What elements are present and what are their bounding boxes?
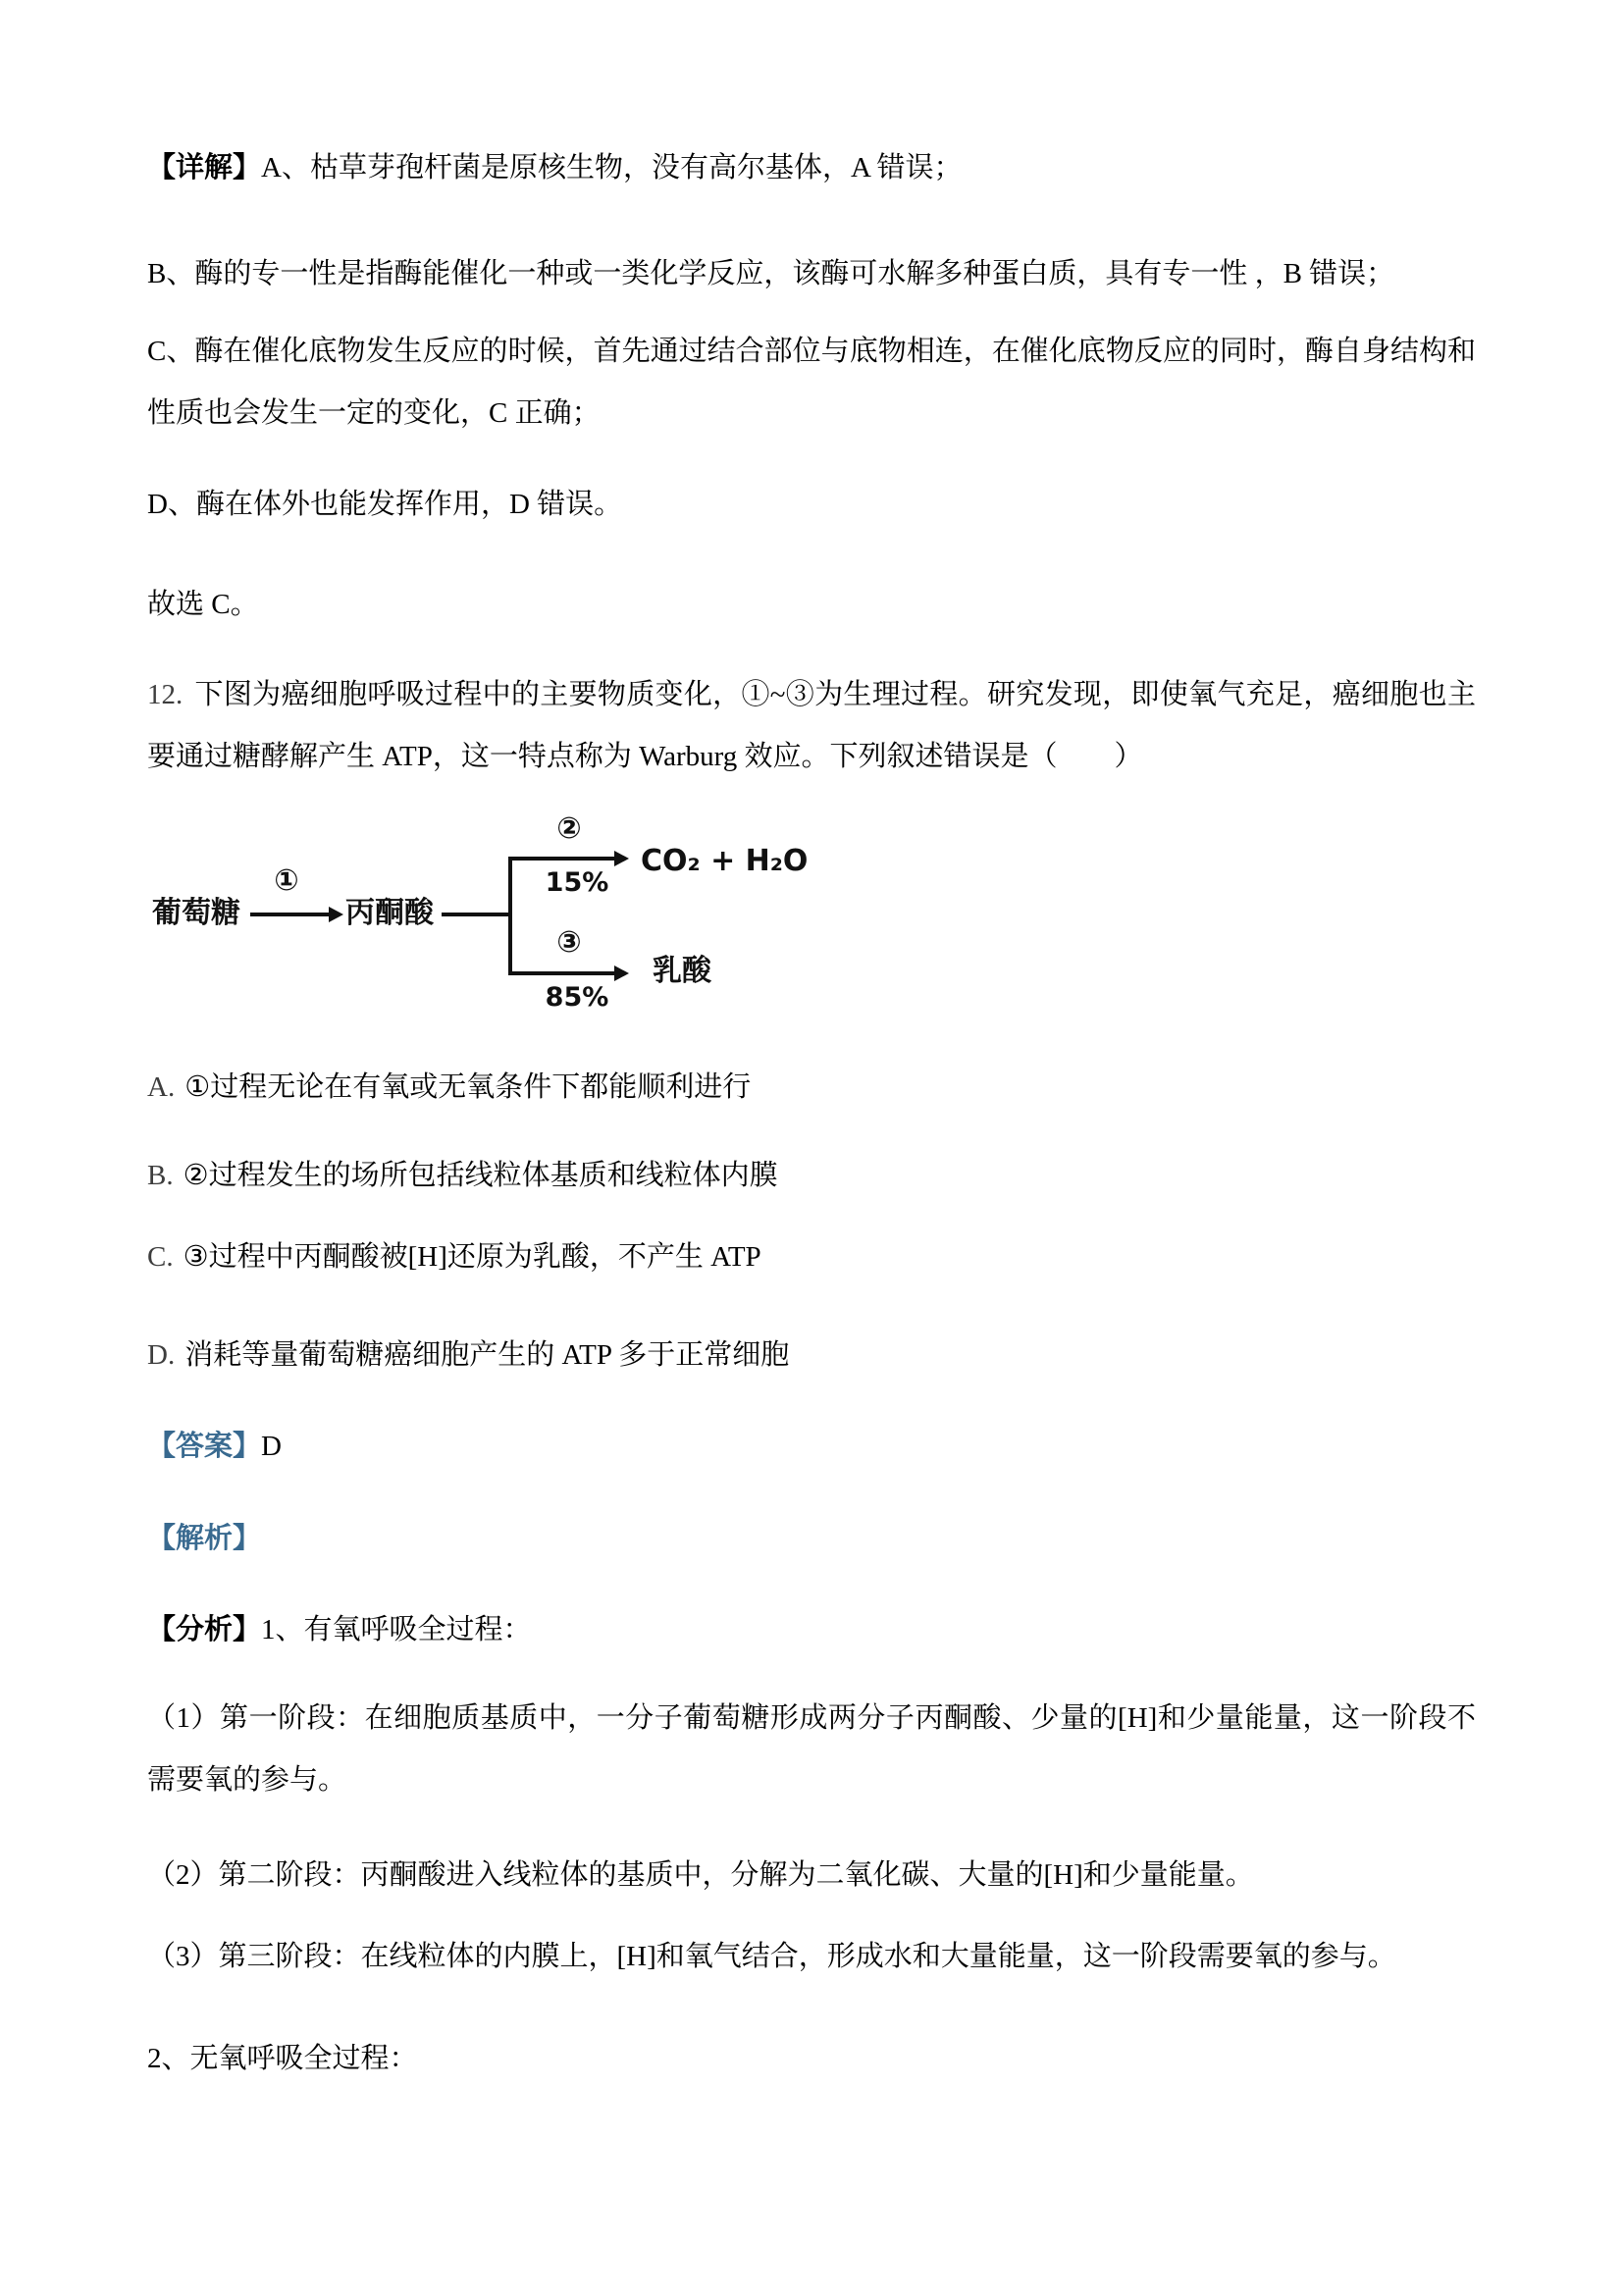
diagram-glucose-label: 葡萄糖 — [152, 896, 240, 930]
answer-value: D — [261, 1431, 282, 1462]
explanation-point-c-text: C、酶在催化底物发生反应的时候，首先通过结合部位与底物相连，在催化底物反应的同时，酶自身结构和性质也会发生一定的变化，C 正确； — [147, 336, 1476, 429]
detail-label: 【详解】 — [147, 152, 262, 183]
diagram-step3-percentage: 85% — [545, 982, 609, 1013]
explanation-point-b-text: B、酶的专一性是指酶能催化一种或一类化学反应，该酶可水解多种蛋白质，具有专一性 ，B 错误； — [147, 258, 1395, 289]
option-c-text: ③过程中丙酮酸被[H]还原为乳酸，不产生 ATP — [183, 1241, 761, 1273]
question-stem — [147, 664, 1476, 788]
explanation-point-b — [147, 243, 1476, 305]
analysis-stage-2 — [147, 1845, 1476, 1906]
respiration-diagram — [147, 809, 1476, 1020]
option-d-text: 消耗等量葡萄糖癌细胞产生的 ATP 多于正常细胞 — [184, 1339, 790, 1371]
explanation-point-d — [147, 474, 1476, 536]
analysis-intro-text: 1、有氧呼吸全过程： — [261, 1614, 532, 1645]
option-b-text: ②过程发生的场所包括线粒体基质和线粒体内膜 — [183, 1160, 778, 1191]
diagram-arrow2-head-icon — [614, 851, 629, 866]
option-b — [147, 1145, 1476, 1207]
diagram-aerobic-products-label: CO₂ + H₂O — [641, 844, 809, 878]
diagram-arrow1-head-icon — [329, 907, 343, 922]
option-d-label: D. — [147, 1339, 176, 1371]
analysis-stage-2-text: （2）第二阶段：丙酮酸进入线粒体的基质中，分解为二氧化碳、大量的[H]和少量能量。 — [147, 1859, 1254, 1891]
diagram-step2-circled-number: ② — [556, 811, 582, 846]
analysis-label: 【分析】 — [147, 1614, 262, 1645]
diagram-arrow1-line — [250, 913, 331, 916]
diagram-arrow2-line — [508, 857, 616, 861]
analysis-anaerobic-intro-text: 2、无氧呼吸全过程： — [147, 2043, 418, 2074]
analysis-stage-3-text: （3）第三阶段：在线粒体的内膜上，[H]和氧气结合，形成水和大量能量，这一阶段需要氧的参与。 — [147, 1941, 1396, 1972]
explanation-conclusion — [147, 574, 1476, 636]
explanation-point-a-text: A、枯草芽孢杆菌是原核生物，没有高尔基体，A 错误； — [261, 152, 963, 183]
option-c-label: C. — [147, 1241, 174, 1273]
diagram-arrow3-head-icon — [614, 965, 629, 981]
analysis-section-label: 【解析】 — [147, 1523, 262, 1554]
diagram-step3-circled-number: ③ — [556, 925, 582, 960]
diagram-pyruvate-label: 丙酮酸 — [345, 896, 434, 930]
diagram-connector-line — [442, 913, 510, 916]
option-a-label: A. — [147, 1071, 176, 1103]
diagram-lactate-label: 乳酸 — [653, 954, 711, 988]
option-d — [147, 1325, 1476, 1386]
analysis-intro-line — [147, 1599, 1476, 1661]
diagram-step1-circled-number: ① — [274, 863, 299, 898]
analysis-anaerobic-intro — [147, 2028, 1476, 2090]
option-a — [147, 1057, 1476, 1119]
analysis-section-line — [147, 1508, 1476, 1570]
analysis-stage-1 — [147, 1688, 1476, 1811]
diagram-branch-vertical-line — [508, 857, 512, 975]
answer-label: 【答案】 — [147, 1431, 262, 1462]
explanation-point-c — [147, 321, 1476, 444]
analysis-stage-1-text: （1）第一阶段：在细胞质基质中，一分子葡萄糖形成两分子丙酮酸、少量的[H]和少量能量，这一阶段不需要氧的参与。 — [147, 1702, 1476, 1796]
explanation-point-a — [147, 137, 1476, 199]
option-a-text: ①过程无论在有氧或无氧条件下都能顺利进行 — [184, 1071, 752, 1103]
diagram-arrow3-line — [508, 971, 616, 975]
option-b-label: B. — [147, 1160, 174, 1191]
explanation-point-d-text: D、酶在体外也能发挥作用，D 错误。 — [147, 489, 623, 520]
diagram-step2-percentage: 15% — [545, 867, 609, 898]
question-number: 12. — [147, 679, 183, 710]
analysis-stage-3 — [147, 1926, 1476, 1988]
option-c — [147, 1226, 1476, 1288]
question-stem-text: 下图为癌细胞呼吸过程中的主要物质变化，①~③为生理过程。研究发现，即使氧气充足，癌细胞也主要通过糖酵解产生 ATP，这一特点称为 Warburg 效应。下列叙述错误是（ ） — [147, 679, 1476, 772]
explanation-conclusion-text: 故选 C。 — [147, 589, 259, 620]
answer-line — [147, 1416, 1476, 1478]
